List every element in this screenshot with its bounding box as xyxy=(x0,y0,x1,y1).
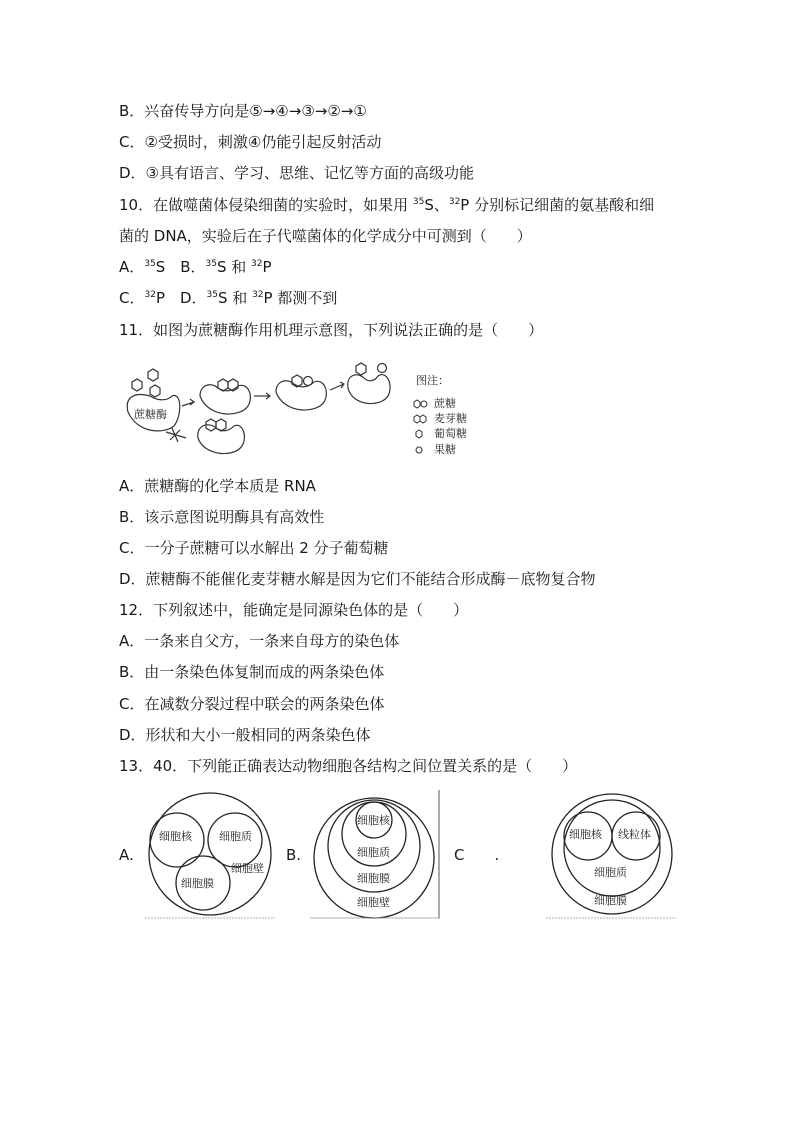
q10-stem-text: 10．在做噬菌体侵染细菌的实验时，如果用 xyxy=(119,196,413,214)
legend-maltose: 麦芽糖 xyxy=(434,412,467,425)
q13-option-c-label: C . xyxy=(454,846,500,864)
q10-option-b: S B． xyxy=(155,258,206,276)
legend-glucose: 葡萄糖 xyxy=(434,427,467,440)
enzyme-label: 蔗糖酶 xyxy=(134,408,167,421)
diagram-b-membrane: 细胞膜 xyxy=(357,872,390,885)
q13-diagram-b xyxy=(310,790,442,920)
q11-option-a: A．蔗糖酶的化学本质是 RNA xyxy=(119,477,316,495)
q13-diagram-a xyxy=(145,790,275,920)
q9-option-b: B．兴奋传导方向是⑤→④→③→②→① xyxy=(119,102,367,120)
isotope-35: 35 xyxy=(144,259,156,269)
diagram-a-cytoplasm: 细胞质 xyxy=(219,830,252,843)
isotope-32: 32 xyxy=(252,290,264,300)
q10-stem-line2: 菌的 DNA，实验后在子代噬菌体的化学成分中可测到（ ） xyxy=(119,227,532,245)
q10-stem-line1 xyxy=(119,195,654,215)
sucrase-mechanism-diagram xyxy=(120,362,480,464)
q10-option-text: P 都测不到 xyxy=(263,289,338,307)
q10-option-text: S 和 xyxy=(216,258,252,276)
q10-option-text: S 和 xyxy=(218,289,253,307)
legend-maltose-symbol2 xyxy=(420,415,426,423)
diagram-a-membrane: 细胞膜 xyxy=(181,877,214,890)
q10-stem-text: P 分别标记细菌的氨基酸和细 xyxy=(460,196,655,214)
legend-title: 图注： xyxy=(416,374,449,387)
diagram-c-mitochondria: 线粒体 xyxy=(618,828,651,841)
diagram-b-wall: 细胞壁 xyxy=(357,896,390,909)
q10-option-c: C． xyxy=(119,289,145,307)
isotope-35: 35 xyxy=(206,290,218,300)
q9-option-d: D．③具有语言、学习、思维、记忆等方面的高级功能 xyxy=(119,164,474,182)
q12-option-a: A．一条来自父方，一条来自母方的染色体 xyxy=(119,632,400,650)
isotope-32: 32 xyxy=(251,259,263,269)
diagram-c-membrane: 细胞膜 xyxy=(594,894,627,907)
q10-stem-text: S、 xyxy=(424,196,449,214)
isotope-32: 32 xyxy=(144,290,156,300)
isotope-35: 35 xyxy=(205,259,217,269)
legend-maltose-symbol xyxy=(414,415,420,423)
q11-option-c: C．一分子蔗糖可以水解出 2 分子葡萄糖 xyxy=(119,539,389,557)
isotope-35: 35 xyxy=(412,197,425,207)
diagram-c-cytoplasm: 细胞质 xyxy=(594,866,627,879)
q13-option-a-label: A. xyxy=(119,846,134,864)
q12-option-b: B．由一条染色体复制而成的两条染色体 xyxy=(119,663,385,681)
diagram-c-nucleus: 细胞核 xyxy=(569,828,602,841)
q10-option-a: A． xyxy=(119,258,145,276)
q10-option-d: P D． xyxy=(155,289,207,307)
diagram-a-wall: 细胞壁 xyxy=(231,862,264,875)
legend-sucrose-symbol2 xyxy=(421,401,427,407)
legend-sucrose: 蔗糖 xyxy=(434,397,456,410)
q13-option-b-label: B. xyxy=(286,846,302,864)
q11-stem: 11．如图为蔗糖酶作用机理示意图，下列说法正确的是（ ） xyxy=(119,321,544,339)
q10-option-text: P xyxy=(262,258,272,276)
diagram-b-cytoplasm: 细胞质 xyxy=(357,846,390,859)
legend-sucrose-symbol xyxy=(414,400,420,408)
diagram-b-nucleus: 细胞核 xyxy=(357,814,390,827)
q12-option-d: D．形状和大小一般相同的两条染色体 xyxy=(119,726,371,744)
legend-fructose-symbol xyxy=(416,447,422,453)
q11-option-b: B．该示意图说明酶具有高效性 xyxy=(119,508,325,526)
q11-option-d: D．蔗糖酶不能催化麦芽糖水解是因为它们不能结合形成酶－底物复合物 xyxy=(119,570,596,588)
q13-diagram-c xyxy=(546,790,676,920)
legend-glucose-symbol xyxy=(416,430,422,438)
q13-stem: 13．40．下列能正确表达动物细胞各结构之间位置关系的是（ ） xyxy=(119,757,578,775)
q10-options-ab xyxy=(119,257,272,277)
q9-option-c: C．②受损时，刺激④仍能引起反射活动 xyxy=(119,133,382,151)
diagram-a-nucleus: 细胞核 xyxy=(159,830,192,843)
legend-fructose: 果糖 xyxy=(434,443,456,456)
q10-options-cd xyxy=(119,288,337,308)
q12-option-c: C．在减数分裂过程中联会的两条染色体 xyxy=(119,695,385,713)
q12-stem: 12．下列叙述中，能确定是同源染色体的是（ ） xyxy=(119,601,469,619)
isotope-32: 32 xyxy=(448,197,461,207)
